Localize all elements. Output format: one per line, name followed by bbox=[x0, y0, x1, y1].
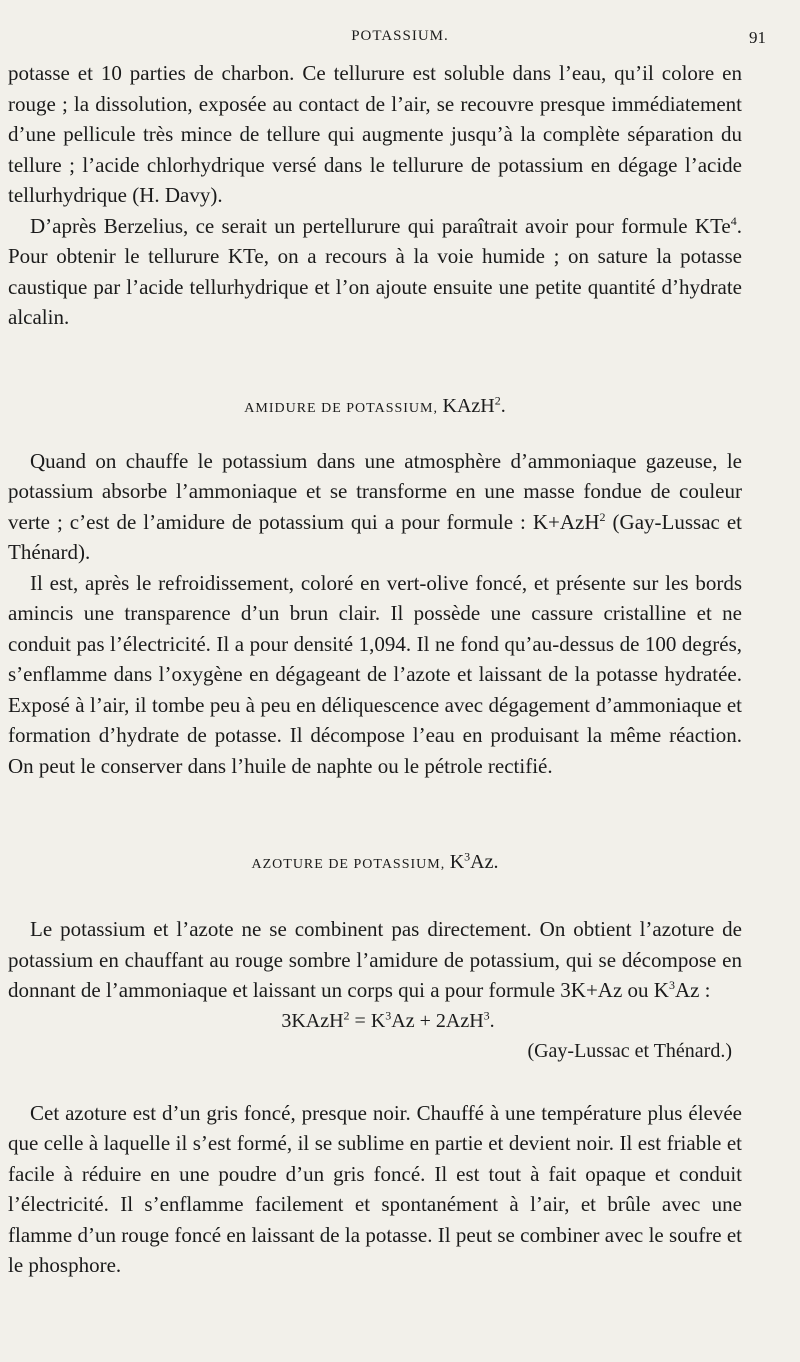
section-heading-azoture bbox=[8, 847, 742, 880]
superscript: 3 bbox=[483, 1007, 490, 1022]
superscript: 3 bbox=[385, 1007, 392, 1022]
paragraph-amidure-preparation bbox=[8, 446, 742, 568]
paragraph-text: D’après Berzelius, ce serait un pertellurure qui paraîtrait avoir pour formule KTe bbox=[30, 213, 731, 238]
chemical-equation bbox=[8, 1006, 742, 1036]
formula-text: Az. bbox=[470, 851, 499, 873]
page-number: 91 bbox=[749, 28, 766, 47]
paragraph-amidure-properties: Il est, après le refroidissement, coloré en vert-olive foncé, et présente sur les bords amincis une transparence d’un brun clair. Il possède une cassure cristalline et ne conduit pas l’électricité. Il a pour densité 1,094. Il ne fond qu’au-dessus de 100 degrés, s’enflamme dans l’oxygène en dégageant de l’azote et laissant de la potasse hydratée. Exposé à l’air, il tombe peu à peu en déliquescence avec dégagement d’ammoniaque et formation d’hydrate de potasse. Il décompose l’eau en produisant la même réaction. On peut le conserver dans l’huile de naphte ou le pétrole rectifié. bbox=[8, 570, 742, 778]
paragraph-azoture-properties: Cet azoture est d’un gris foncé, presque noir. Chauffé à une température plus élevée que celle à laquelle il s’est formé, il se sublime en partie et devient noir. Il est friable et facile à réduire en une poudre d’un gris foncé. Il est tout à fait opaque et conduit l’électricité. Il s’enflamme facilement et spontanément à l’air, et brûle avec une flamme d’un rouge foncé en laissant de la potasse. Il peut se combiner avec le soufre et le phosphore. bbox=[8, 1100, 742, 1277]
paragraph-text: Le potassium et l’azote ne se combinent pas directement. On obtient l’azoture de potassium en chauffant au rouge sombre l’amidure de potassium, qui se décompose en donnant de l’ammoniaque et laissant un corps qui a pour formule 3K+Az ou K bbox=[8, 917, 742, 1002]
section-heading-amidure bbox=[8, 391, 742, 424]
superscript: 2 bbox=[599, 509, 606, 524]
superscript: 4 bbox=[730, 213, 737, 228]
page-body bbox=[8, 58, 742, 1281]
heading-text: AZOTURE DE POTASSIUM, bbox=[251, 857, 446, 872]
heading-formula bbox=[442, 392, 506, 417]
paragraph-berzelius bbox=[8, 211, 742, 333]
formula-text: . bbox=[500, 394, 506, 417]
equation-text: 3KAzH bbox=[281, 1009, 344, 1032]
equation-text: = K bbox=[349, 1009, 386, 1032]
equation-citation: (Gay-Lussac et Thénard.) bbox=[527, 1039, 732, 1062]
equation-text: Az + 2AzH bbox=[391, 1009, 484, 1032]
paragraph-azoture-preparation bbox=[8, 914, 742, 1006]
running-head: POTASSIUM. bbox=[351, 28, 449, 44]
paragraph-text: (Gay-Lussac et Thénard). bbox=[8, 509, 742, 564]
superscript: 3 bbox=[464, 849, 471, 864]
formula-text: KAzH bbox=[442, 394, 495, 417]
equation-text: . bbox=[489, 1009, 495, 1032]
paragraph-text: Az : bbox=[674, 978, 711, 1002]
superscript: 2 bbox=[343, 1007, 350, 1022]
paragraph-tellurure-continued: potasse et 10 parties de charbon. Ce tellurure est soluble dans l’eau, qu’il colore en rouge ; la dissolution, exposée au contact de l’air, se recouvre presque immédiatement d’une pellicule très mince de tellure qui augmente jusqu’à la complète séparation du tellure ; l’acide chlorhydrique versé dans le tellurure de potassium en dégage l’acide tellurhydrique (H. Davy). bbox=[8, 61, 742, 207]
formula-text: K bbox=[449, 851, 465, 873]
paragraph-text: Quand on chauffe le potassium dans une atmosphère d’ammoniaque gazeuse, le potassium absorbe l’ammoniaque et se transforme en une masse fondue de couleur verte ; c’est de l’amidure de potassium qui a pour formule : K+AzH bbox=[8, 448, 742, 534]
heading-formula bbox=[450, 851, 499, 873]
paragraph-text: . Pour obtenir le tellurure KTe, on a recours à la voie humide ; on sature la potasse caustique par l’acide tellurhydrique et l’on ajoute ensuite une petite quantité d’hydrate alcalin. bbox=[8, 213, 742, 329]
superscript: 3 bbox=[668, 978, 675, 992]
heading-text: AMIDURE DE POTASSIUM, bbox=[244, 400, 438, 416]
superscript: 2 bbox=[494, 392, 501, 407]
page-header bbox=[0, 24, 800, 54]
